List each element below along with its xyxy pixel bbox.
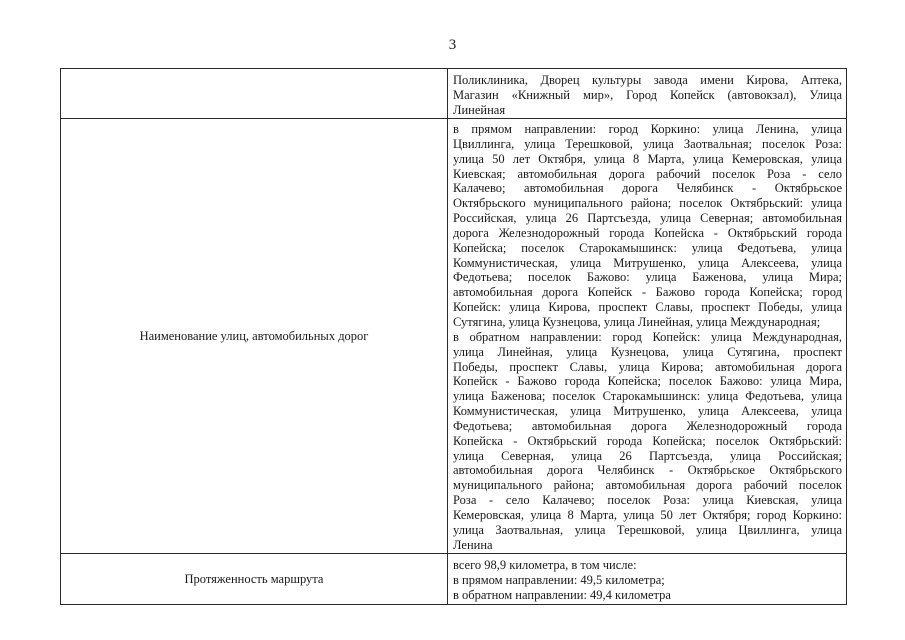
text-line: улица Линейная, улица Кузнецова, улица Сутягина, проспект [453,344,842,359]
route-table [60,68,847,605]
route-length-value-cell [448,554,846,604]
table-row-stops [61,69,846,119]
text-line: Цвиллинга, улица Терешковой, улица Заотвальная; поселок Роза: [453,136,842,151]
text-line: в обратном направлении: город Копейск: улица Международная, [453,329,842,344]
text-line: в прямом направлении: 49,5 километра; [453,572,665,587]
streets-value-cell [448,119,846,553]
text-line: Копейска - Октябрьский города Копейска; поселок Октябрьский: [453,433,842,448]
text-line: Кемеровская, улица 8 Марта, улица 50 лет Октября; город Коркино: [453,507,842,522]
stops-value-cell [448,69,846,118]
text-line: Поликлиника, Дворец культуры завода имени Кирова, Аптека, [453,73,842,87]
table-row-streets [61,119,846,554]
text-line: Победы, проспект Славы, улица Кирова; автомобильная дорога [453,359,842,374]
text-line: дорога Железнодорожный города Копейска - Октябрьский города [453,225,842,240]
text-line: Копейска; поселок Старокамышинск: улица Федотьева, улица [453,240,842,255]
text-line: Федотьева; автомобильная дорога Железнодорожный города [453,418,842,433]
text-line: автомобильная дорога Челябинск - Октябрьское Октябрьского [453,463,842,478]
table-row-route-length [61,554,846,604]
text-line: Копейск - Бажово города Копейска; поселок Бажово: улица Мира, [453,374,842,389]
empty-label-cell [61,69,448,118]
text-line: автомобильная дорога Копейск - Бажово города Копейска; город [453,285,842,300]
text-line: Копейск: улица Кирова, проспект Славы, проспект Победы, улица [453,300,842,315]
text-line: Ленина [453,537,493,552]
text-line: Сутягина, улица Кузнецова, улица Линейная, улица Международная; [453,314,821,329]
text-line: улица Северная, улица 26 Партсъезда, улица Российская; [453,448,842,463]
text-line: Октябрьского муниципального района; поселок Октябрьский: улица [453,196,842,211]
text-line: Российская, улица 26 Партсъезда, улица Северная; автомобильная [453,211,842,226]
page-number: 3 [448,37,457,53]
text-line: Киевская; автомобильная дорога рабочий поселок Роза - село [453,166,842,181]
text-line: всего 98,9 километра, в том числе: [453,558,637,572]
route-length-label: Протяженность маршрута [61,554,448,604]
text-line: в обратном направлении: 49,4 километра [453,587,671,602]
text-line: Магазин «Книжный мир», Город Копейск (автовокзал), Улица [453,87,842,102]
text-line: улица 50 лет Октября, улица 8 Марта, улица Кемеровская, улица [453,151,842,166]
text-line: Калачево; автомобильная дорога Челябинск - Октябрьское [453,181,842,196]
text-line: улица Баженова; поселок Старокамышинск: улица Федотьева, улица [453,389,842,404]
text-line: Линейная [453,102,506,117]
text-line: Федотьева; поселок Бажово: улица Баженова, улица Мира; [453,270,842,285]
text-line: в прямом направлении: город Коркино: улица Ленина, улица [453,122,842,136]
text-line: Роза - село Калачево; поселок Роза: улица Киевская, улица [453,493,842,508]
text-line: улица Заотвальная, улица Терешковой, улица Цвиллинга, улица [453,522,842,537]
text-line: муниципального района; автомобильная дорога рабочий поселок [453,478,842,493]
streets-label: Наименование улиц, автомобильных дорог [61,119,448,553]
text-line: Коммунистическая, улица Митрушенко, улица Алексеева, улица [453,255,842,270]
text-line: Коммунистическая, улица Митрушенко, улица Алексеева, улица [453,404,842,419]
